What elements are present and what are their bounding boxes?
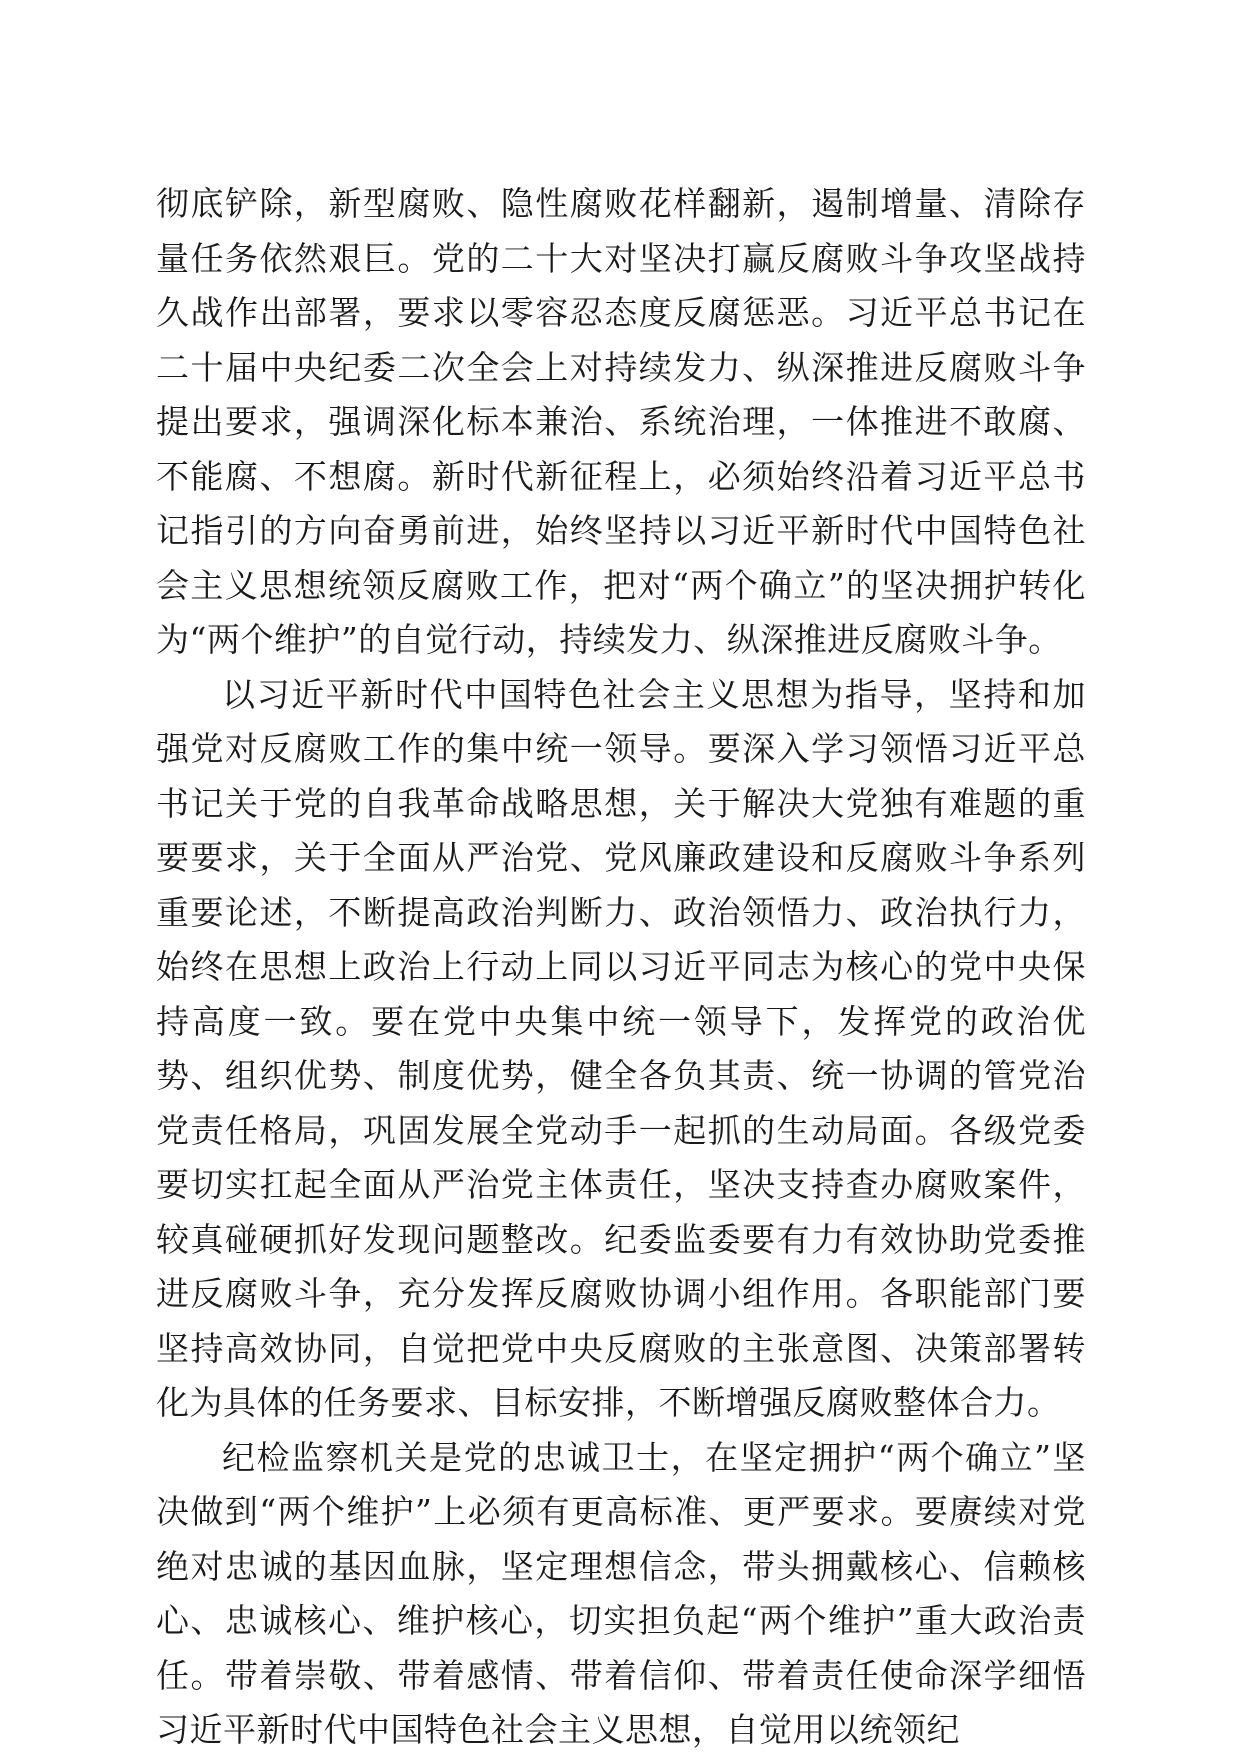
- paragraph-3: 纪检监察机关是党的忠诚卫士，在坚定拥护“两个确立”坚决做到“两个维护”上必须有更高标准、更严要求。要赓续对党绝对忠诚的基因血脉，坚定理想信念，带头拥戴核心、信赖核心、忠诚核心、维护核心，切实担负起“两个维护”重大政治责任。带着崇敬、带着感情、带着信仰、带着责任使命深学细悟习近平新时代中国特色社会主义思想，自觉用以统领纪: [156, 1437, 1086, 1749]
- paragraph-1: 彻底铲除，新型腐败、隐性腐败花样翻新，遏制增量、清除存量任务依然艰巨。党的二十大对坚决打赢反腐败斗争攻坚战持久战作出部署，要求以零容忍态度反腐惩恶。习近平总书记在二十届中央纪委二次全会上对持续发力、纵深推进反腐败斗争提出要求，强调深化标本兼治、系统治理，一体推进不敢腐、不能腐、不想腐。新时代新征程上，必须始终沿着习近平总书记指引的方向奋勇前进，始终坚持以习近平新时代中国特色社会主义思想统领反腐败工作，把对“两个确立”的坚决拥护转化为“两个维护”的自觉行动，持续发力、纵深推进反腐败斗争。: [156, 184, 1086, 659]
- paragraph-2: 以习近平新时代中国特色社会主义思想为指导，坚持和加强党对反腐败工作的集中统一领导。要深入学习领悟习近平总书记关于党的自我革命战略思想，关于解决大党独有难题的重要要求，关于全面从严治党、党风廉政建设和反腐败斗争系列重要论述，不断提高政治判断力、政治领悟力、政治执行力，始终在思想上政治上行动上同以习近平同志为核心的党中央保持高度一致。要在党中央集中统一领导下，发挥党的政治优势、组织优势、制度优势，健全各负其责、统一协调的管党治党责任格局，巩固发展全党动手一起抓的生动局面。各级党委要切实扛起全面从严治党主体责任，坚决支持查办腐败案件，较真碰硬抓好发现问题整改。纪委监委要有力有效协助党委推进反腐败斗争，充分发挥反腐败协调小组作用。各职能部门要坚持高效协同，自觉把党中央反腐败的主张意图、决策部署转化为具体的任务要求、目标安排，不断增强反腐败整体合力。: [156, 674, 1086, 1422]
- document-body: [156, 177, 1086, 1758]
